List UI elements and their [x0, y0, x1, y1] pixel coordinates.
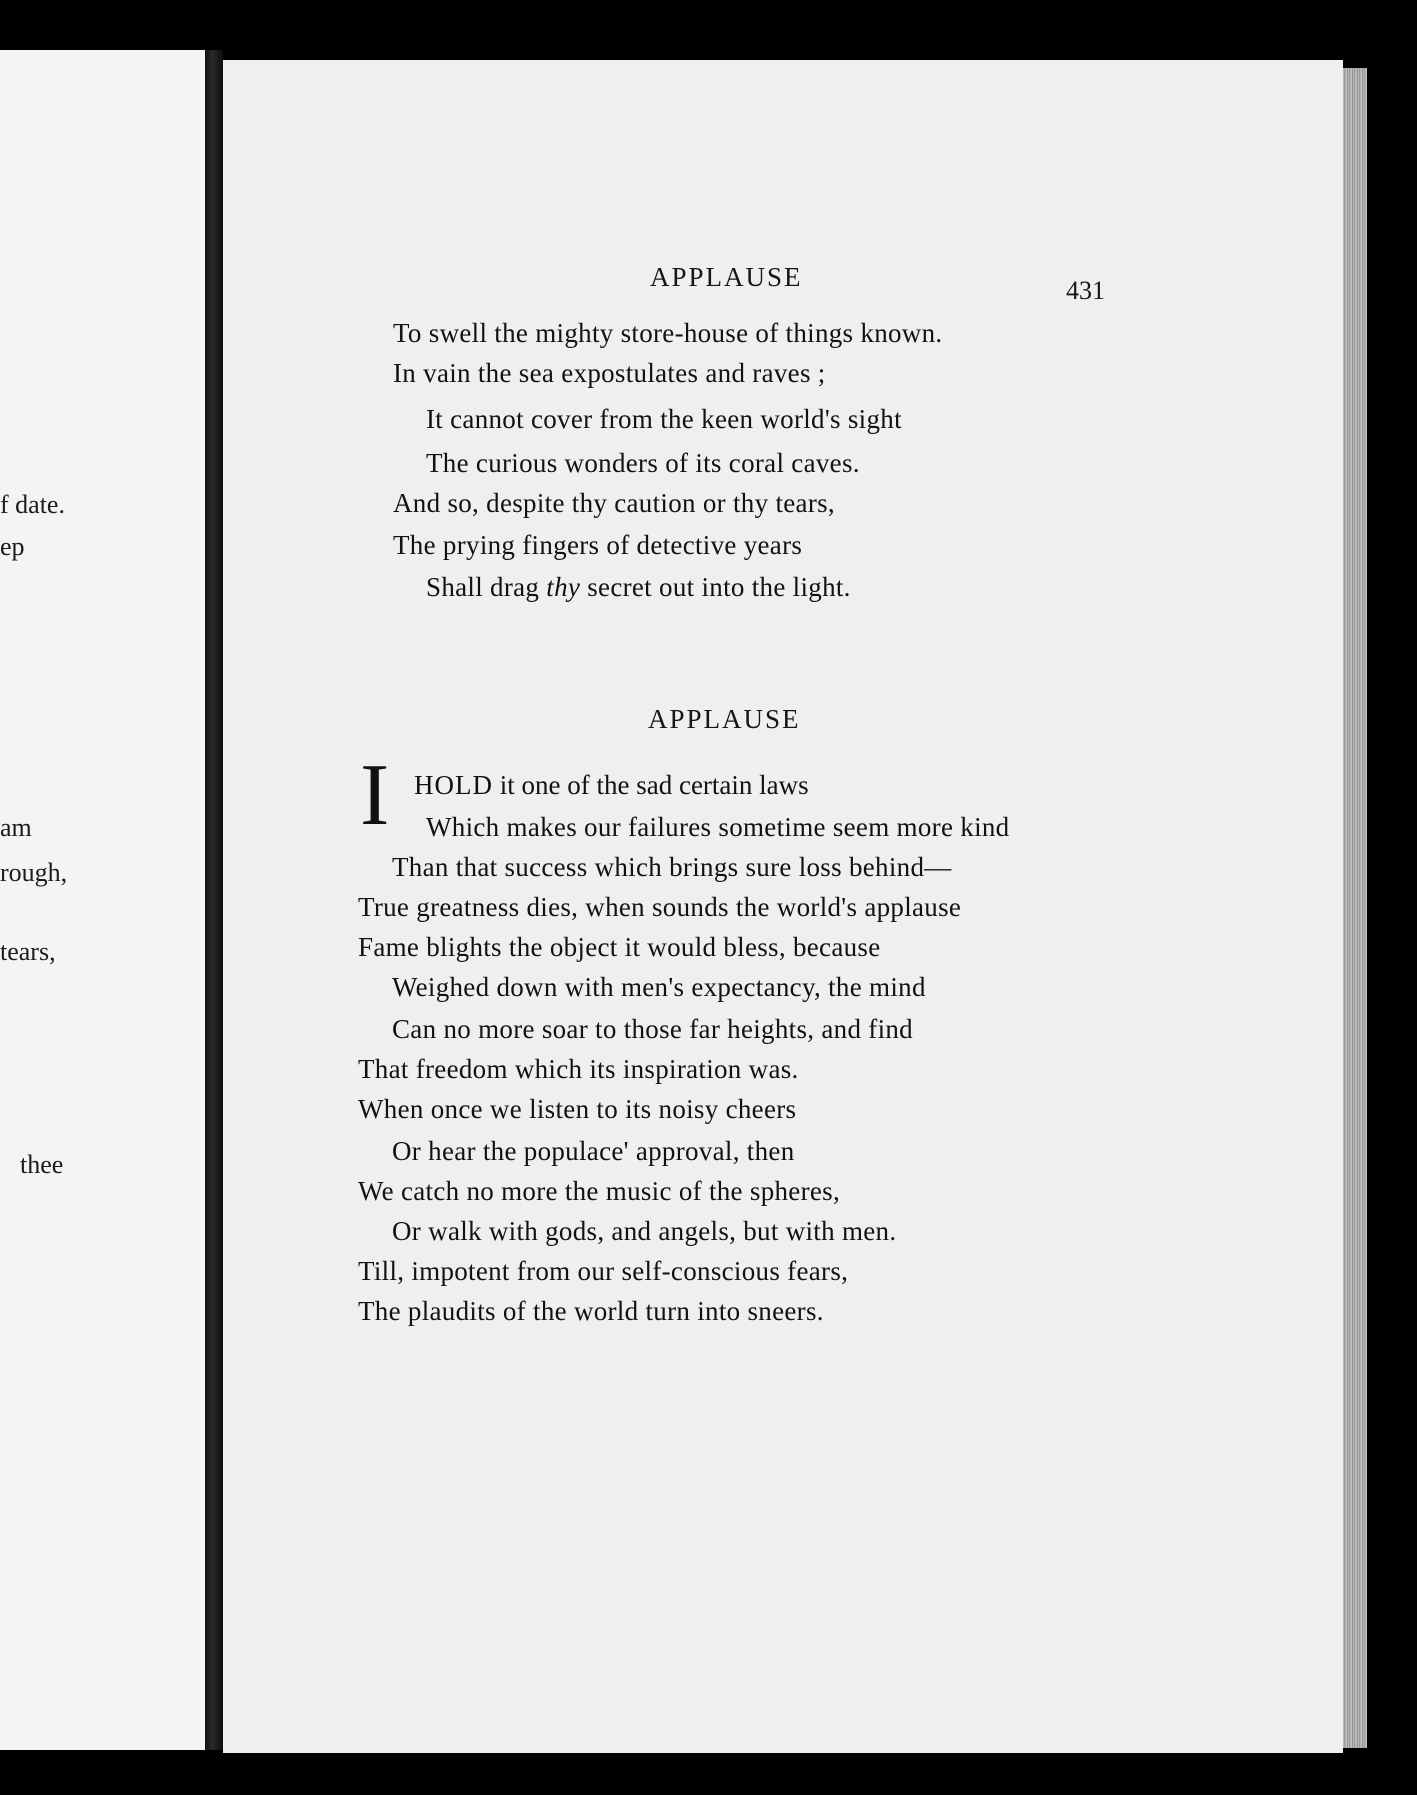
previous-page-text: tears,: [0, 937, 56, 966]
poem-line: Which makes our failures sometime seem more kind: [426, 812, 1010, 842]
previous-page-text: thee: [20, 1150, 64, 1179]
poem-line: The plaudits of the world turn into sneers.: [358, 1296, 824, 1326]
poem-line: When once we listen to its noisy cheers: [358, 1094, 797, 1124]
poem-line: Or walk with gods, and angels, but with men.: [392, 1216, 897, 1246]
poem-line: To swell the mighty store-house of things known.: [393, 318, 943, 348]
emphasis-word: thy: [546, 572, 581, 602]
page-number: 431: [1066, 276, 1105, 305]
previous-page-text: am: [0, 813, 32, 842]
book-gutter: [205, 50, 223, 1750]
poem-line: Till, impotent from our self-conscious fears,: [358, 1256, 849, 1286]
poem-line: True greatness dies, when sounds the world's applause: [358, 892, 962, 922]
poem-line: Weighed down with men's expectancy, the mind: [392, 972, 926, 1002]
previous-page-text: ep: [0, 532, 25, 561]
poem-line: The prying fingers of detective years: [393, 530, 803, 560]
poem-line: That freedom which its inspiration was.: [358, 1054, 799, 1084]
poem-line: And so, despite thy caution or thy tears,: [393, 488, 835, 518]
poem-title: APPLAUSE: [648, 704, 801, 734]
poem-line: We catch no more the music of the spheres,: [358, 1176, 841, 1206]
page-edge: [1343, 68, 1367, 1748]
poem-line: It cannot cover from the keen world's sight: [426, 404, 902, 434]
poem-line: The curious wonders of its coral caves.: [426, 448, 860, 478]
previous-page: [0, 50, 205, 1750]
poem-line: Shall drag thy secret out into the light.: [426, 572, 851, 602]
previous-page-text: f date.: [0, 490, 65, 519]
poem-line: In vain the sea expostulates and raves ;: [393, 358, 826, 388]
drop-cap: I: [360, 747, 390, 844]
poem-line: Than that success which brings sure loss behind—: [392, 852, 952, 882]
previous-page-text: rough,: [0, 858, 68, 887]
running-head: APPLAUSE: [650, 262, 803, 292]
poem-line: Fame blights the object it would bless, because: [358, 932, 881, 962]
poem-line: Can no more soar to those far heights, and find: [392, 1014, 913, 1044]
poem-line: Or hear the populace' approval, then: [392, 1136, 795, 1166]
poem-first-line: HOLD it one of the sad certain laws: [414, 770, 809, 800]
